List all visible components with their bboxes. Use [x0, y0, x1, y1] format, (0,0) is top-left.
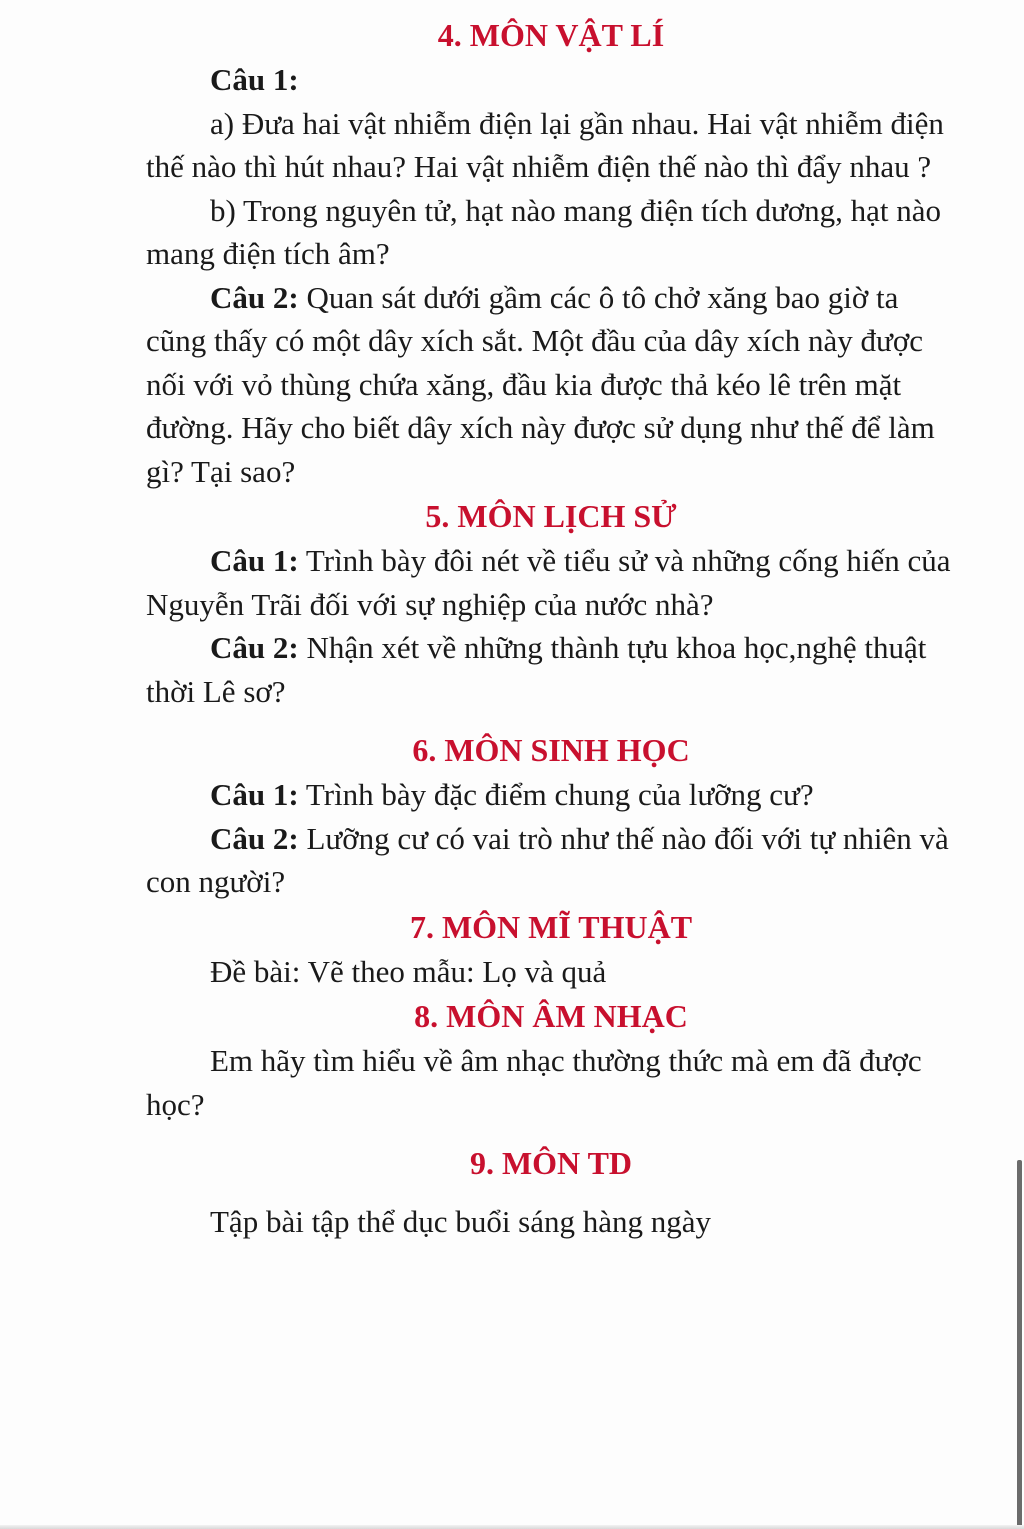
physics-question-1a: a) Đưa hai vật nhiễm điện lại gần nhau. Hai vật nhiễm điện thế nào thì hút nhau? Hai vật nhiễm điện thế nào thì đẩy nhau ?: [146, 105, 944, 184]
vertical-scrollbar[interactable]: [1017, 1160, 1022, 1529]
biology-question-1-label: Câu 1:: [210, 777, 299, 812]
history-question-1-label: Câu 1:: [210, 543, 299, 578]
pe-assignment: Tập bài tập thể dục buổi sáng hàng ngày: [210, 1204, 712, 1239]
art-assignment: Đề bài: Vẽ theo mẫu: Lọ và quả: [210, 953, 607, 989]
biology-question-1: [146, 773, 956, 817]
section-heading-history: 5. MÔN LỊCH SỬ: [425, 498, 677, 534]
physics-question-2-text: Quan sát dưới gầm các ô tô chở xăng bao giờ ta cũng thấy có một dây xích sắt. Một đầu của dây xích này được nối với vỏ thùng chứa xăng, đầu kia được thả kéo lê trên mặt đường. Hãy cho biết dây xích này được sử dụng như thế để làm gì? Tại sao?: [146, 279, 935, 489]
physics-question-2-label: Câu 2:: [210, 279, 299, 315]
bottom-edge: [0, 1525, 1024, 1529]
biology-question-2-text: Lưỡng cư có vai trò như thế nào đối với tự nhiên và con người?: [146, 820, 949, 899]
physics-question-1-title: Câu 1:: [210, 62, 299, 97]
spacer: [146, 1126, 956, 1140]
spacer: [146, 713, 956, 727]
section-heading-pe: 9. MÔN TD: [469, 1145, 633, 1181]
physics-question-2: [146, 276, 956, 494]
history-question-2-label: Câu 2:: [210, 630, 299, 665]
history-question-2-text: Nhận xét về những thành tựu khoa học,nghệ thuật thời Lê sơ?: [146, 630, 927, 709]
document-content: [146, 12, 956, 1244]
music-assignment: Em hãy tìm hiểu về âm nhạc thường thức mà em đã được học?: [146, 1043, 922, 1122]
section-heading-physics: 4. MÔN VẬT LÍ: [437, 17, 665, 53]
section-heading-biology: 6. MÔN SINH HỌC: [412, 732, 690, 768]
spacer: [146, 1186, 956, 1200]
physics-question-1b: b) Trong nguyên tử, hạt nào mang điện tích dương, hạt nào mang điện tích âm?: [146, 192, 942, 271]
history-question-1-text: Trình bày đôi nét về tiểu sử và những cống hiến của Nguyễn Trãi đối với sự nghiệp của nước nhà?: [146, 543, 951, 622]
section-heading-music: 8. MÔN ÂM NHẠC: [414, 998, 688, 1034]
section-heading-art: 7. MÔN MĨ THUẬT: [409, 908, 693, 945]
biology-question-2-label: Câu 2:: [210, 820, 299, 856]
biology-question-1-text: Trình bày đặc điểm chung của lưỡng cư?: [298, 777, 814, 812]
biology-question-2: [146, 817, 956, 904]
history-question-1: [146, 539, 956, 626]
history-question-2: [146, 626, 956, 713]
